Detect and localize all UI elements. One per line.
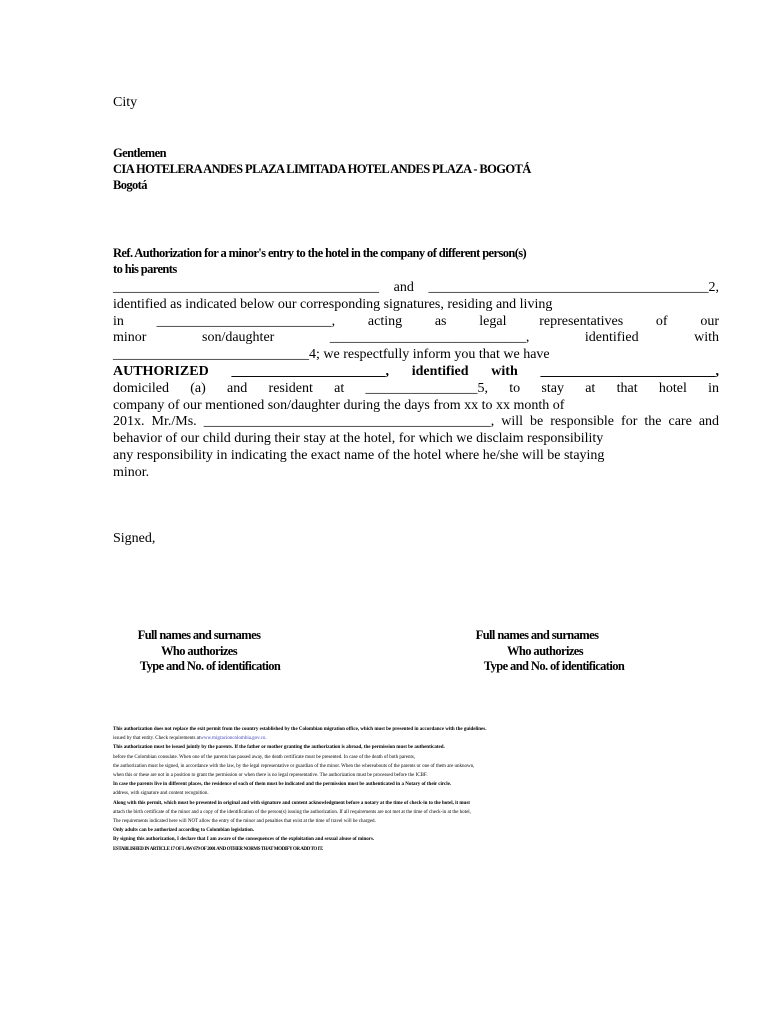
footnote-line: the authorization must be signed, in accordance with the law, by the legal representative or guardian of the minor. When the whereabouts of the parents or one of them are unknown, xyxy=(113,763,475,769)
body-line-1: ______________________________________ and ________________________________________2, xyxy=(113,280,719,295)
footnote-line: Only adults can be authorized according to Colombian legislation. xyxy=(113,828,254,834)
body-line-4: minor son/daughter ____________________________, identified with xyxy=(113,330,720,345)
footnote-line: In case the parents live in different places, the residence of each of them must be indicated and the permission must be authenticated in a Notary of their circle. xyxy=(113,782,452,788)
footnote-line: This authorization must be issued jointly by the parents. If the father or mother granting the authorization is abroad, the permission must be authenticated. xyxy=(113,745,445,751)
footnote-line: address, with signature and content recognition. xyxy=(113,791,209,797)
body-line-2: identified as indicated below our corresponding signatures, residing and living xyxy=(113,297,553,312)
body-line-12: minor. xyxy=(113,465,150,480)
body-line-8: company of our mentioned son/daughter during the days from xx to xx month of xyxy=(113,398,565,413)
signature-left-authorizes: Who authorizes xyxy=(161,644,237,658)
signed-label: Signed, xyxy=(113,531,156,546)
signature-right-identification: Type and No. of identification xyxy=(483,659,625,673)
footnote-line: The requirements indicated here will NOT allow the entry of the minor and penalties that exist at the time of travel will be charged. xyxy=(113,819,376,825)
salutation: Gentlemen xyxy=(113,146,166,160)
reference-line-1: Ref. Authorization for a minor's entry to the hotel in the company of different person(s) xyxy=(113,246,527,260)
body-line-3: in _________________________, acting as legal representatives of our xyxy=(113,314,719,329)
reference-line-2: to his parents xyxy=(113,262,177,276)
footnote-line: issued by that entity. Check requirements atwww.migracioncolombia.gov.co. xyxy=(113,736,267,742)
city-line: City xyxy=(113,95,138,110)
body-line-7: domiciled (a) and resident at ________________5, to stay at that hotel in xyxy=(113,381,719,396)
body-line-10: behavior of our child during their stay at the hotel, for which we disclaim responsibility xyxy=(113,431,604,446)
footnote-line: This authorization does not replace the exit permit from the country established by the Colombian migration office, which must be presented in accordance with the guidelines. xyxy=(113,727,487,732)
signature-right-authorizes: Who authorizes xyxy=(507,644,583,658)
addressee-city: Bogotá xyxy=(113,178,147,192)
signature-left-identification: Type and No. of identification xyxy=(139,659,281,673)
footnote-line: ESTABLISHED IN ARTICLE 17 OF LAW 679 OF 2001 AND OTHER NORMS THAT MODIFY OR ADD TO IT. xyxy=(113,846,323,852)
footnote-line: attach the birth certificate of the minor and a copy of the identification of the person(s) issuing the authorization. If all requirements are not met at the time of check-in at the hotel, xyxy=(113,809,471,815)
footnote-area xyxy=(113,725,768,854)
signature-left-names: Full names and surnames xyxy=(137,628,261,642)
body-line-5: ____________________________4; we respectfully inform you that we have xyxy=(113,347,550,362)
body-line-6: AUTHORIZED ______________________, identified with _________________________, xyxy=(113,364,720,379)
footnote-line: By signing this authorization, I declare that I am aware of the consequences of the exploitation and sexual abuse of minors. xyxy=(113,837,375,843)
footnote-line: before the Colombian consulate. When one of the parents has passed away, the death certificate must be presented. In case of the death of both parents, xyxy=(113,754,416,760)
signature-right-names: Full names and surnames xyxy=(475,628,599,642)
body-line-9: 201x. Mr./Ms. _________________________________________, will be responsible for the care and xyxy=(113,414,720,429)
footnote-line: when this or these are not in a position to grant the permission or when there is no legal representative. The authorization must be processed before the ICBF. xyxy=(113,773,428,779)
footnote-line: Along with this permit, which must be presented in original and with signature and content acknowledgment before a notary at the time of check-in to the hotel, it must xyxy=(113,800,470,806)
migration-link[interactable]: www.migracioncolombia.gov.co. xyxy=(200,736,267,742)
addressee: CIA HOTELERA ANDES PLAZA LIMITADA HOTEL ANDES PLAZA - BOGOTÁ xyxy=(113,162,531,176)
body-line-11: any responsibility in indicating the exact name of the hotel where he/she will be staying xyxy=(113,448,605,463)
